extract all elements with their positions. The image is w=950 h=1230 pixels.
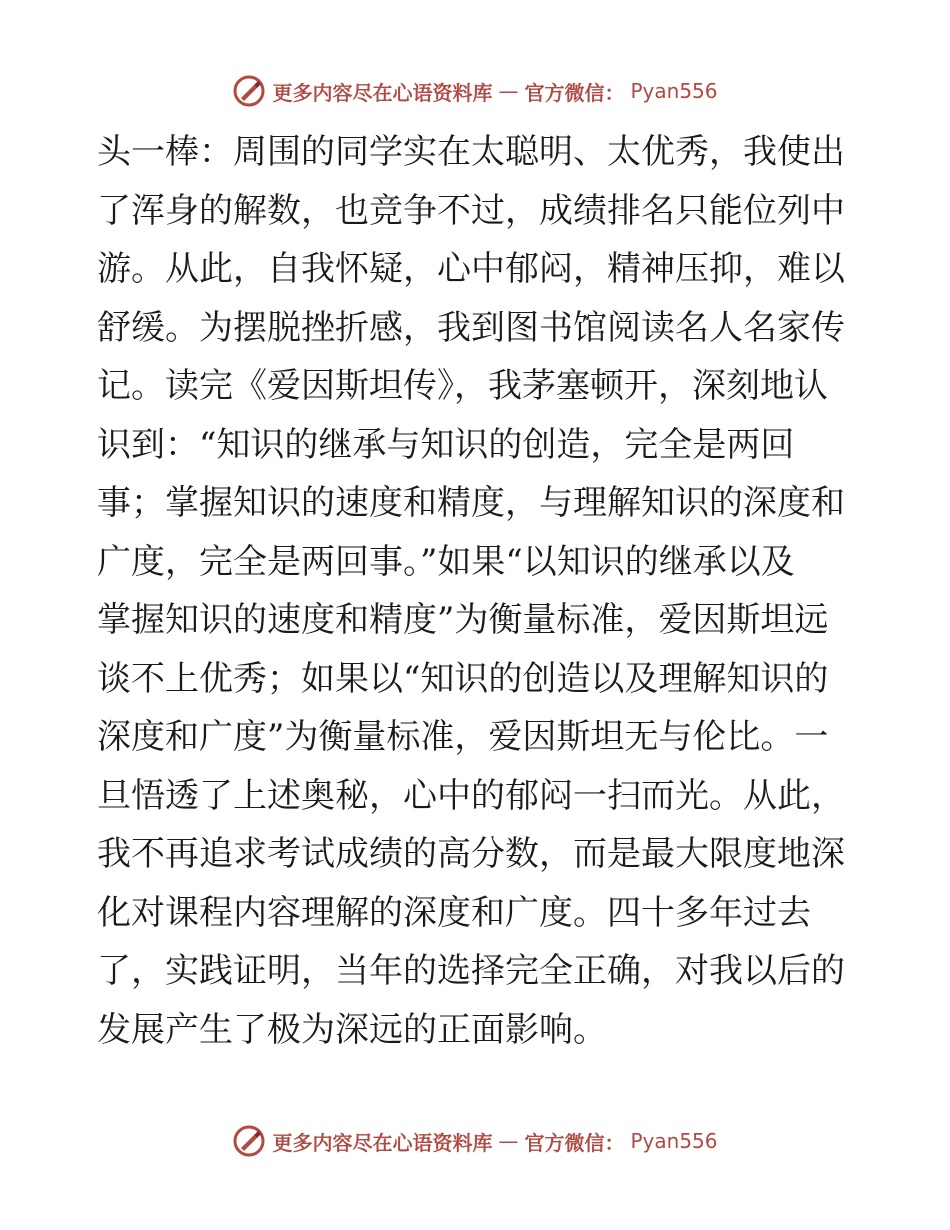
text-line: 事；掌握知识的速度和精度，与理解知识的深度和 (97, 483, 845, 523)
footer-promo-text: 更多内容尽在心语资料库 (272, 1130, 493, 1155)
footer-account-id: Pyan556 (630, 1129, 718, 1153)
pen-logo-icon (232, 74, 266, 108)
text-line: 我不再追求考试成绩的高分数，而是最大限度地深 (97, 834, 845, 874)
text-line: 舒缓。为摆脱挫折感，我到图书馆阅读名人名家传 (97, 307, 845, 348)
header-promo-text: 更多内容尽在心语资料库 (272, 80, 493, 105)
header-account-label: 官方微信： (524, 80, 625, 105)
text-line: 广度，完全是两回事。”如果“以知识的继承以及 (97, 541, 795, 582)
footer-banner (0, 1121, 950, 1161)
text-line: 游。从此，自我怀疑，心中郁闷，精神压抑，难以 (97, 249, 845, 289)
text-line: 掌握知识的速度和精度”为衡量标准，爱因斯坦远 (97, 600, 829, 640)
text-line: 记。读完《爱因斯坦传》，我茅塞顿开，深刻地认 (97, 366, 828, 406)
header-separator: — (498, 79, 519, 103)
text-line: 化对课程内容理解的深度和广度。四十多年过去 (97, 892, 811, 933)
header-account-id: Pyan556 (630, 79, 718, 103)
text-line: 谈不上优秀；如果以“知识的创造以及理解知识的 (97, 658, 829, 699)
text-line: 了，实践证明，当年的选择完全正确，对我以后的 (97, 951, 845, 991)
text-line: 旦悟透了上述奥秘，心中的郁闷一扫而光。从此， (97, 775, 845, 816)
text-line: 了浑身的解数，也竞争不过，成绩排名只能位列中 (97, 190, 845, 231)
text-line: 发展产生了极为深远的正面影响。 (97, 1009, 607, 1050)
pen-logo-icon (232, 1124, 266, 1158)
footer-separator: — (498, 1129, 519, 1153)
article-body (97, 123, 857, 1059)
header-banner (0, 71, 950, 111)
text-line: 识到：“知识的继承与知识的创造，完全是两回 (97, 424, 795, 465)
text-line: 头一棒：周围的同学实在太聪明、太优秀，我使出 (97, 132, 845, 172)
text-line: 深度和广度”为衡量标准，爱因斯坦无与伦比。一 (97, 717, 829, 757)
footer-account-label: 官方微信： (524, 1130, 625, 1155)
